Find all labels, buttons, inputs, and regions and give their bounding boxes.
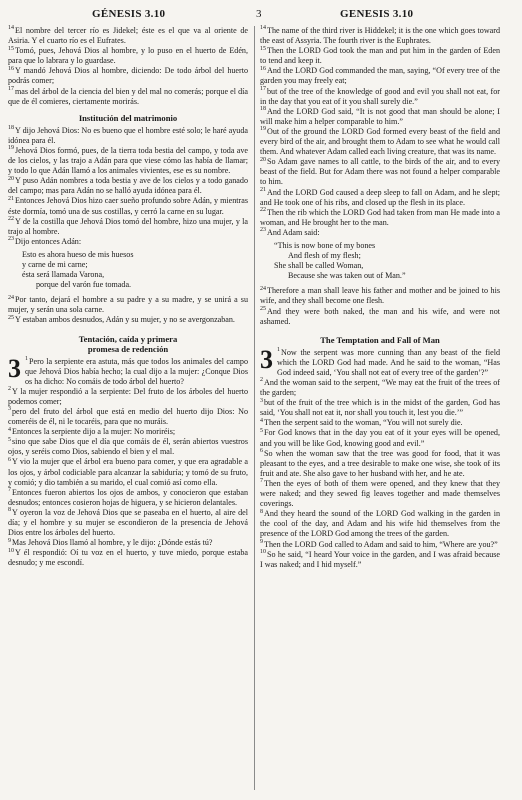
- verse: [8, 196, 248, 216]
- section-heading-line: promesa de redención: [87, 343, 169, 354]
- verse-number: 15: [260, 45, 266, 52]
- verse: [260, 286, 500, 306]
- verse-number: 3: [260, 397, 263, 404]
- verse-text: Y él respondió: Oí tu voz en el huerto, y tuve miedo, porque estaba desnudo; y me escondí.: [8, 548, 248, 568]
- verse-number: 1: [277, 347, 280, 354]
- section-heading: Institución del matrimonio: [78, 112, 178, 123]
- verse: [260, 307, 500, 327]
- verse-text: Now the serpent was more cunning than any beast of the field which the LORD God had made. And he said to the woman, “Has God indeed said, ‘You shall not eat of every tree of the garden’?”: [277, 347, 500, 377]
- verse-text: El nombre del tercer río es Jidekel; éste es el que va al oriente de Asiria. Y el cuarto río es el Eufrates.: [8, 26, 248, 46]
- running-header-english: GENESIS 3.10: [340, 8, 414, 20]
- verse-text: Then the LORD God called to Adam and said to him, “Where are you?”: [264, 539, 498, 549]
- verse: [8, 508, 248, 538]
- verse-number: 20: [260, 156, 266, 163]
- verse-number: 2: [8, 386, 11, 393]
- verse: [8, 353, 248, 387]
- verse: [8, 427, 248, 437]
- poem-line: y carne de mi carne;: [22, 259, 88, 269]
- verse-number: 21: [8, 195, 14, 202]
- verse: [260, 344, 500, 378]
- verse-text: Y dijo Jehová Dios: No es bueno que el hombre esté solo; le haré ayuda idónea para él.: [8, 125, 248, 145]
- verse-text: mas del árbol de la ciencia del bien y del mal no comerás; porque el día que de él comieres, ciertamente morirás.: [8, 86, 248, 106]
- chapter-number: 3: [8, 353, 21, 383]
- verse: [260, 540, 500, 550]
- verse-text: Y oyeron la voz de Jehová Dios que se paseaba en el huerto, al aire del día; y el hombre y su mujer se escondieron de la presencia de Jehová Dios entre los árboles del huerto.: [8, 507, 248, 538]
- verse-number: 18: [260, 106, 266, 113]
- verse-number: 10: [8, 547, 14, 554]
- verse-number: 10: [260, 548, 266, 555]
- verse-number: 8: [8, 507, 11, 514]
- verse-text: Entonces Jehová Dios hizo caer sueño profundo sobre Adán, y mientras éste dormía, tomó una de sus costillas, y cerró la carne en su lugar.: [8, 196, 248, 216]
- section-heading: The Temptation and Fall of Man: [320, 334, 440, 345]
- verse: [260, 188, 500, 208]
- verse-number: 7: [260, 478, 263, 485]
- verse-text: And the woman said to the serpent, “We may eat the fruit of the trees of the garden;: [260, 378, 500, 398]
- verse: [260, 398, 500, 418]
- poem-line: ésta será llamada Varona,: [22, 270, 105, 280]
- verse: [8, 488, 248, 508]
- verse-number: 22: [260, 207, 266, 213]
- verse-number: 6: [260, 447, 263, 454]
- verse: [8, 46, 248, 66]
- verse-text: Then the rib which the LORD God had taken from man He made into a woman, and He brought her to the man.: [260, 207, 500, 227]
- verse-text: Y vio la mujer que el árbol era bueno para comer, y que era agradable a los ojos, y árbol codiciable para alcanzar la sabiduría; y tomó de su fruto, y comió; y dio también a su marido, el cual comió así como ella.: [8, 457, 248, 487]
- verse-number: 23: [260, 227, 266, 234]
- verse-number: 4: [260, 417, 263, 424]
- verse-text: And the LORD God caused a deep sleep to fall on Adam, and he slept; and He took one of his ribs, and closed up the flesh in its place.: [260, 187, 500, 207]
- poem-line: And flesh of my flesh;: [288, 251, 361, 261]
- verse: [260, 127, 500, 157]
- running-header-spanish: GÉNESIS 3.10: [92, 8, 166, 20]
- english-column: [260, 26, 500, 570]
- verse-text: Then the serpent said to the woman, “You will not surely die.: [264, 418, 463, 428]
- verse-text: Therefore a man shall leave his father and mother and be joined to his wife, and they shall become one flesh.: [260, 286, 500, 306]
- verse-text: Then the LORD God took the man and put him in the garden of Eden to tend and keep it.: [260, 46, 500, 66]
- verse-number: 3: [8, 406, 11, 413]
- verse-number: 14: [8, 25, 14, 32]
- verse: [8, 217, 248, 237]
- verse: [8, 87, 248, 107]
- verse: [8, 237, 248, 247]
- verse-number: 4: [8, 426, 11, 433]
- verse: [8, 387, 248, 407]
- verse-number: 23: [8, 236, 14, 243]
- verse-text: The name of the third river is Hiddekel; it is the one which goes toward the east of Assyria. The fourth river is the Euphrates.: [260, 26, 500, 46]
- verse-text: Jehová Dios formó, pues, de la tierra toda bestia del campo, y toda ave de los cielos, y las trajo a Adán para que viese cómo las había de llamar; y todo lo que Adán llamó a los animales vivientes, ese es su nombre.: [8, 145, 248, 176]
- verse: [8, 176, 248, 196]
- verse: [260, 479, 500, 509]
- verse-number: 21: [260, 186, 266, 193]
- verse-number: 17: [8, 85, 14, 92]
- verse: [260, 87, 500, 107]
- chapter-number: 3: [260, 344, 273, 374]
- spanish-column: [8, 26, 248, 569]
- verse-text: So when the woman saw that the tree was good for food, that it was pleasant to the eyes, and a tree desirable to make one wise, she took of its fruit and ate. She also gave to her husband with her, and he ate.: [260, 448, 500, 478]
- verse: [260, 46, 500, 66]
- verse-text: pero del fruto del árbol que está en medio del huerto dijo Dios: No comeréis de él, ni le tocaréis, para que no muráis.: [8, 407, 248, 427]
- poem: [274, 241, 500, 281]
- verse: [260, 449, 500, 479]
- verse-number: 5: [260, 427, 263, 434]
- verse-text: So Adam gave names to all cattle, to the birds of the air, and to every beast of the field. But for Adam there was not found a helper comparable to him.: [260, 157, 500, 187]
- verse-number: 6: [8, 456, 11, 463]
- verse-number: 25: [260, 305, 266, 312]
- verse: [8, 66, 248, 86]
- verse-number: 8: [260, 508, 263, 515]
- verse-number: 24: [260, 285, 266, 292]
- verse-number: 16: [8, 65, 14, 72]
- verse: [8, 295, 248, 315]
- verse-text: but of the tree of the knowledge of good and evil you shall not eat, for in the day that you eat of it you shall surely die.”: [260, 86, 500, 106]
- verse-text: but of the fruit of the tree which is in the midst of the garden, God has said, ‘You shall not eat it, nor shall you touch it, lest you die.’”: [260, 398, 500, 418]
- verse: [8, 548, 248, 568]
- verse-text: Y puso Adán nombres a toda bestia y ave de los cielos y a todo ganado del campo; mas para Adán no se halló ayuda idónea para él.: [8, 176, 248, 196]
- verse: [8, 407, 248, 427]
- verse: [8, 538, 248, 548]
- column-divider: [254, 26, 255, 790]
- verse-text: Mas Jehová Dios llamó al hombre, y le dijo: ¿Dónde estás tú?: [12, 538, 213, 548]
- verse-number: 18: [8, 125, 14, 132]
- verse-number: 14: [260, 25, 266, 32]
- verse: [8, 146, 248, 176]
- verse-text: And they heard the sound of the LORD God walking in the garden in the cool of the day, and Adam and his wife hid themselves from the presence of the LORD God among the trees of the garden.: [260, 509, 500, 539]
- verse-text: So he said, “I heard Your voice in the garden, and I was afraid because I was naked; and I hid myself.”: [260, 549, 500, 569]
- verse-text: Y mandó Jehová Dios al hombre, diciendo: De todo árbol del huerto podrás comer;: [8, 66, 248, 86]
- verse-text: And Adam said:: [267, 227, 320, 237]
- verse-text: Y la mujer respondió a la serpiente: Del fruto de los árboles del huerto podemos comer;: [8, 386, 248, 406]
- verse-number: 22: [8, 215, 14, 222]
- poem-line: She shall be called Woman,: [274, 261, 364, 271]
- verse-text: Por tanto, dejará el hombre a su padre y a su madre, y se unirá a su mujer, y serán una sola carne.: [8, 295, 248, 315]
- verse-number: 20: [8, 175, 14, 182]
- verse-text: And the LORD God said, “It is not good that man should be alone; I will make him a helper comparable to him.”: [260, 106, 500, 126]
- verse: [260, 418, 500, 428]
- verse: [260, 378, 500, 398]
- poem-line: porque del varón fue tomada.: [36, 280, 132, 290]
- verse-text: Dijo entonces Adán:: [15, 236, 82, 246]
- verse-number: 2: [260, 377, 263, 384]
- verse: [260, 208, 500, 228]
- verse: [260, 509, 500, 539]
- verse-number: 25: [8, 314, 14, 321]
- verse-number: 17: [260, 85, 266, 92]
- verse-text: Out of the ground the LORD God formed every beast of the field and every bird of the air, and brought them to Adam to see what he would call them. And whatever Adam called each living creature, that was its name.: [260, 126, 500, 157]
- verse-text: Entonces la serpiente dijo a la mujer: No moriréis;: [12, 427, 176, 437]
- verse-text: Then the eyes of both of them were opened, and they knew that they were naked; and they sewed fig leaves together and made themselves coverings.: [260, 478, 500, 509]
- verse-text: For God knows that in the day you eat of it your eyes will be opened, and you will be like God, knowing good and evil.”: [260, 428, 500, 448]
- verse: [8, 457, 248, 487]
- verse: [260, 26, 500, 46]
- verse-number: 5: [8, 436, 11, 443]
- verse-number: 15: [8, 45, 14, 52]
- verse-text: Y estaban ambos desnudos, Adán y su mujer, y no se avergonzaban.: [15, 315, 235, 325]
- verse-number: 24: [8, 294, 14, 301]
- verse-text: Y de la costilla que Jehová Dios tomó del hombre, hizo una mujer, y la trajo al hombre.: [8, 216, 248, 236]
- poem: [22, 250, 248, 290]
- verse-number: 7: [8, 487, 11, 494]
- verse: [260, 428, 500, 448]
- verse: [8, 315, 248, 325]
- verse-number: 19: [260, 126, 266, 133]
- verse-text: And they were both naked, the man and his wife, and were not ashamed.: [260, 306, 500, 326]
- verse-text: Entonces fueron abiertos los ojos de ambos, y conocieron que estaban desnudos; entonces cosieron hojas de higuera, y se hicieron delantales.: [8, 487, 248, 507]
- page-number: 3: [256, 8, 262, 20]
- verse-text: And the LORD God commanded the man, saying, “Of every tree of the garden you may freely eat;: [260, 66, 500, 86]
- verse: [260, 157, 500, 187]
- verse-text: sino que sabe Dios que el día que comáis de él, serán abiertos vuestros ojos, y seréis como Dios, sabiendo el bien y el mal.: [8, 437, 248, 457]
- verse: [260, 550, 500, 570]
- verse-text: Tomó, pues, Jehová Dios al hombre, y lo puso en el huerto de Edén, para que lo labrara y lo guardase.: [8, 46, 248, 66]
- poem-line: Because she was taken out of Man.”: [288, 271, 406, 281]
- verse: [260, 66, 500, 86]
- verse-number: 9: [8, 537, 11, 544]
- verse-text: Pero la serpiente era astuta, más que todos los animales del campo que Jehová Dios había hecho; la cual dijo a la mujer: ¿Conque Dios os ha dicho: No comáis de todo árbol del huerto?: [25, 356, 248, 386]
- verse-number: 19: [8, 145, 14, 152]
- verse: [260, 228, 500, 238]
- section-heading: [8, 334, 248, 354]
- verse: [8, 26, 248, 46]
- poem-line: “This is now bone of my bones: [274, 240, 376, 250]
- verse-number: 16: [260, 65, 266, 72]
- section-heading-line: Tentación, caída y primera: [78, 333, 178, 344]
- verse-number: 9: [260, 538, 263, 545]
- verse: [8, 437, 248, 457]
- verse-number: 1: [25, 355, 28, 362]
- verse: [260, 107, 500, 127]
- verse: [8, 126, 248, 146]
- poem-line: Esto es ahora hueso de mis huesos: [22, 249, 134, 259]
